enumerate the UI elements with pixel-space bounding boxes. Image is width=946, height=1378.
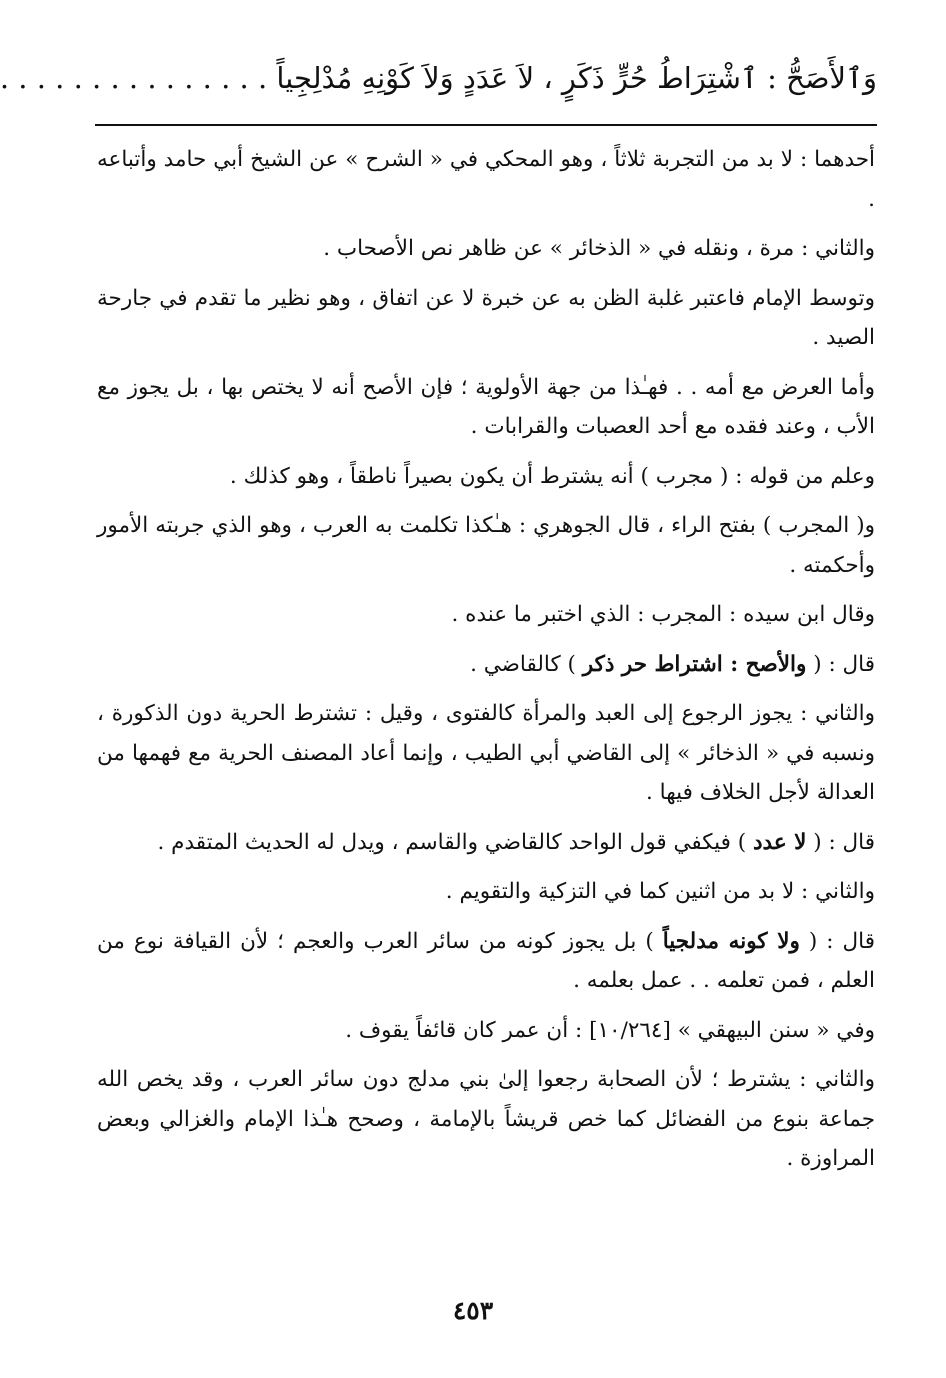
paragraph: والثاني : مرة ، ونقله في « الذخائر » عن ظاهر نص الأصحاب .	[323, 236, 875, 261]
paragraph: وعلم من قوله : ( مجرب ) أنه يشترط أن يكون بصيراً ناطقاً ، وهو كذلك .	[229, 463, 875, 489]
paragraph: وأما العرض مع أمه . . فهـٰذا من جهة الأولوية ؛ فإن الأصح أنه لا يختص بها ، بل يجوز مع الأب ، وعند فقده مع أحد العصبات والقرابات .	[97, 374, 875, 439]
matn-quote: ولا كونه مدلجياً	[662, 928, 800, 954]
paragraph	[97, 823, 875, 863]
matn-quote: والأصح : اشتراط حر ذكر	[582, 651, 807, 677]
paragraph-lead: قال : (	[806, 829, 875, 855]
page-body	[97, 140, 875, 1189]
page-number: ٤٥٣	[452, 1296, 494, 1325]
paragraph: أحدهما : لا بد من التجربة ثلاثاً ، وهو المحكي في « الشرح » عن الشيخ أبي حامد وأتباعه .	[97, 147, 875, 212]
header-text: وَٱلأَصَحُّ : ٱشْتِرَاطُ حُرٍّ ذَكَرٍ ، لاَ عَدَدٍ وَلاَ كَوْنِهِ مُدْلِجِياً .	[257, 61, 877, 95]
paragraph: وفي « سنن البيهقي » [١٠/٢٦٤] : أن عمر كان قائفاً يقوف .	[345, 1017, 875, 1043]
paragraph-lead: قال : (	[799, 928, 875, 954]
paragraph: والثاني : لا بد من اثنين كما في التزكية والتقويم .	[445, 879, 875, 904]
paragraph: وتوسط الإمام فاعتبر غلبة الظن به عن خبرة لا عن اتفاق ، وهو نظير ما تقدم في جارحة الصيد .	[97, 285, 875, 350]
paragraph-rest: ) كالقاضي .	[470, 651, 583, 677]
paragraph	[97, 922, 875, 1001]
paragraph: والثاني : يجوز الرجوع إلى العبد والمرأة كالفتوى ، وقيل : تشترط الحرية دون الذكورة ، ونسبه في « الذخائر » إلى القاضي أبي الطيب ، وإنما أعاد المصنف الحرية مع فهمها من العدالة لأجل الخلاف فيها .	[97, 701, 875, 805]
header-dots: . . . . . . . . . . . . . .	[0, 61, 249, 95]
page-header	[0, 58, 877, 98]
paragraph-lead: قال : (	[806, 651, 875, 677]
header-divider	[95, 124, 877, 126]
paragraph-rest: ) بل يجوز كونه من سائر العرب والعجم ؛ لأن القيافة نوع من العلم ، فمن تعلمه . . عمل بعلمه .	[97, 928, 875, 993]
paragraph-rest: ) فيكفي قول الواحد كالقاضي والقاسم ، ويدل له الحديث المتقدم .	[157, 829, 753, 855]
paragraph	[97, 645, 875, 685]
matn-quote: لا عدد	[752, 829, 807, 855]
paragraph: و( المجرب ) بفتح الراء ، قال الجوهري : هـٰكذا تكلمت به العرب ، وهو الذي جربته الأمور وأحكمته .	[97, 513, 875, 578]
paragraph: وقال ابن سيده : المجرب : الذي اختبر ما عنده .	[451, 602, 875, 627]
paragraph: والثاني : يشترط ؛ لأن الصحابة رجعوا إلىٰ بني مدلج دون سائر العرب ، وقد يخص الله جماعة بنوع من الفضائل كما خص قريشاً بالإمامة ، وصحح هـٰذا الإمام والغزالي وبعض المراوزة .	[97, 1067, 875, 1171]
